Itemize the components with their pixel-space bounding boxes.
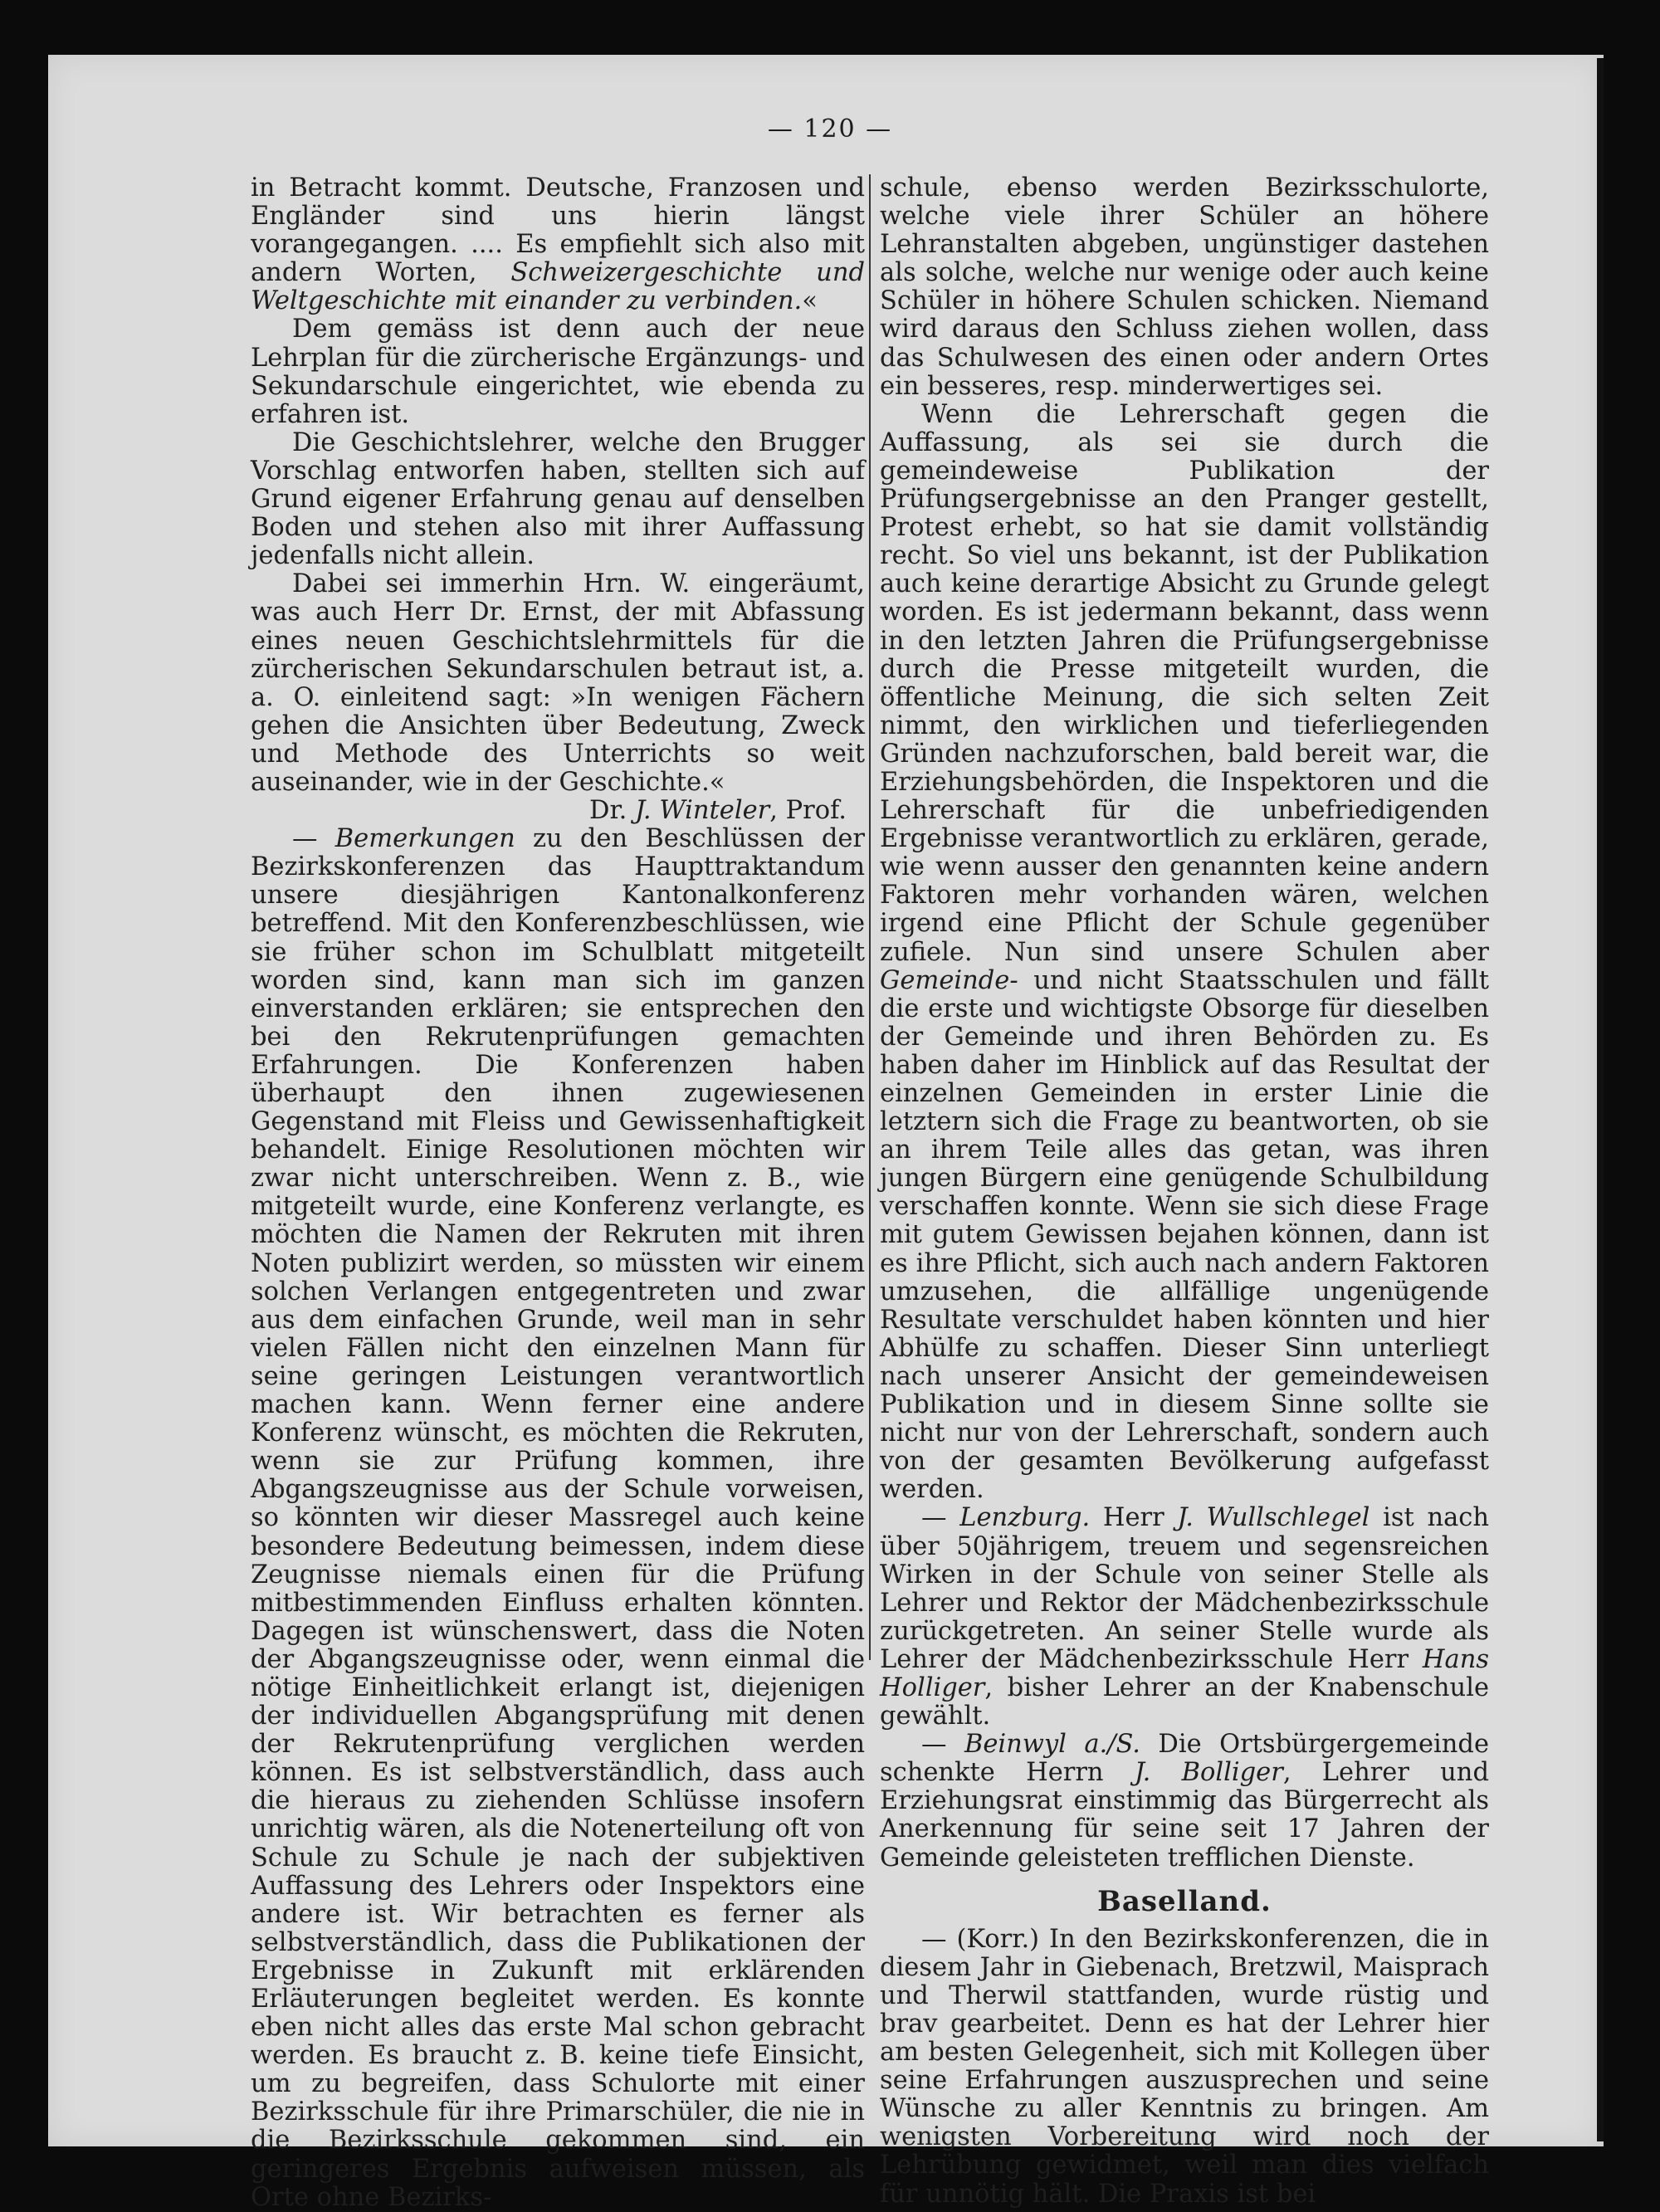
text-run: und nicht Staatsschulen und fällt die erste und wichtigste Obsorge für dieselben der Gemeinde und ihren Behörden zu. Es haben daher im Hinblick auf das Resultat der einzelnen Gemeinden in erster Linie die letztern sich die Frage zu beantworten, ob sie an ihrem Teile alles das getan, was ihren jungen Bürgern eine genügende Schulbildung verschaffen konnte. Wenn sie sich diese Frage mit gutem Gewissen bejahen können, dann ist es ihre Pflicht, sich auch nach andern Faktoren umzusehen, die allfällige ungenügende Resultate verschuldet haben könnten und hier Abhülfe zu schaffen. Dieser Sinn unterliegt nach unserer Ansicht der gemeindeweisen Publikation und in diesem Sinne sollte sie nicht nur von der Lehrerschaft, sondern auch von der gesamten Bevölkerung aufgefasst werden.: [880, 965, 1489, 1505]
emphasis-run: Bemerkungen: [334, 824, 515, 854]
left-paragraph-3: Die Geschichtslehrer, welche den Brugger Vorschlag entworfen haben, stellten sich auf Grund eigener Erfahrung genau auf denselben Boden und stehen also mit ihrer Auffassung jedenfalls nicht allein.: [251, 427, 865, 571]
text-run: —: [292, 824, 335, 854]
right-paragraph-2: [880, 401, 1489, 1505]
right-column: [880, 174, 1489, 2209]
page-number: — 120 —: [767, 115, 893, 144]
text-run: , Prof.: [769, 796, 847, 826]
text-run: Die Ortsbürgergemeinde schenkte Herrn: [880, 1730, 1490, 1788]
emphasis-run: Gemeinde-: [880, 965, 1018, 995]
right-paragraph-3: [880, 1504, 1489, 1731]
author-signature: [251, 797, 865, 825]
left-paragraph-4: Dabei sei immerhin Hrn. W. eingeräumt, was auch Herr Dr. Ernst, der mit Abfassung eines neuen Geschichtslehrmittels für die zürcherischen Sekundarschulen betraut ist, a. a. O. einleitend sagt: »In wenigen Fächern gehen die Ansichten über Bedeutung, Zweck und Methode des Unterrichts so weit auseinander, wie in der Geschichte.«: [251, 569, 865, 797]
person-name: Hans Holliger: [880, 1644, 1489, 1702]
left-paragraph-2: Dem gemäss ist denn auch der neue Lehrplan für die zürcherische Ergänzungs- und Sekundarschule eingerichtet, wie ebenda zu erfahren ist.: [251, 315, 865, 429]
text-run: , Lehrer und Erziehungsrat einstimmig das Bürgerrecht als Anerkennung für seine seit 17 Jahren der Gemeinde geleisteten trefflichen Dienste.: [880, 1758, 1489, 1873]
text-run: —: [921, 1503, 960, 1533]
left-column: [251, 174, 865, 2212]
column-divider: [869, 174, 871, 1660]
right-paragraph-1: schule, ebenso werden Bezirksschulorte, welche viele ihrer Schüler an höhere Lehranstalten abgeben, ungünstiger dastehen als solche, welche nur wenige oder auch keine Schüler in höhere Schulen schicken. Niemand wird daraus den Schluss ziehen wollen, dass das Schulwesen des einen oder andern Ortes ein besseres, resp. minderwertiges sei.: [880, 173, 1489, 401]
left-paragraph-5: [251, 825, 865, 2212]
person-name: J. Bolliger: [1134, 1758, 1283, 1788]
section-heading-baselland: Baselland.: [1097, 1884, 1272, 1918]
text-run: Wenn die Lehrerschaft gegen die Auffassung, als sei sie durch die gemeindeweise Publikation der Prüfungsergebnisse an den Pranger gestellt, Protest erhebt, so hat sie damit vollständig recht. So viel uns bekannt, ist der Publikation auch keine derartige Absicht zu Grunde gelegt worden. Es ist jedermann bekannt, dass wenn in den letzten Jahren die Prüfungsergebnisse durch die Presse mitgeteilt wurden, die öffentliche Meinung, die sich selten Zeit nimmt, den wirklichen und tieferliegenden Gründen nachzuforschen, bald bereit war, die Erziehungsbehörden, die Inspektoren und die Lehrerschaft für die unbefriedigenden Ergebnisse verantwortlich zu erklären, gerade, wie wenn ausser den genannten keine andern Faktoren mehr vorhanden wären, welchen irgend eine Pflicht der Schule gegenüber zufiele. Nun sind unsere Schulen aber: [880, 399, 1489, 967]
left-paragraph-1: [251, 174, 865, 315]
text-run: Dr.: [589, 796, 636, 826]
right-paragraph-4: [880, 1731, 1489, 1872]
person-name: J. Wullschlegel: [1177, 1503, 1370, 1533]
author-name: J. Winteler: [635, 796, 770, 826]
right-paragraph-5: — (Korr.) In den Bezirkskonferenzen, die in diesem Jahr in Giebenach, Bretzwil, Maisprach und Therwil stattfanden, wurde rüstig und brav gearbeitet. Denn es hat der Lehrer hier am besten Gelegenheit, sich mit Kollegen über seine Erfahrungen auszusprechen und seine Wünsche zu aller Kenntnis zu bringen. Am wenigsten Vorbereitung wird noch der Lehrübung gewidmet, weil man dies vielfach für unnötig hält. Die Praxis ist bei: [880, 1924, 1489, 2209]
page-edge-shadow: [1597, 58, 1604, 2141]
text-run: ist nach über 50jährigem, treuem und segensreichen Wirken in der Schule von seiner Stelle als Lehrer und Rektor der Mädchenbezirksschule zurückgetreten. An seiner Stelle wurde als Lehrer der Mädchenbezirksschule Herr: [880, 1503, 1490, 1674]
text-run: , bisher Lehrer an der Knabenschule gewählt.: [880, 1672, 1489, 1731]
place-name: Lenzburg.: [959, 1503, 1091, 1533]
text-run: «: [802, 286, 818, 316]
text-run: zu den Beschlüssen der Bezirkskonferenzen das Haupttraktandum unsere diesjährigen Kantonalkonferenz betreffend. Mit den Konferenzbeschlüssen, wie sie früher schon im Schulblatt mitgeteilt worden sind, kann man sich im ganzen einverstanden erklären; sie entsprechen den bei den Rekrutenprüfungen gemachten Erfahrungen. Die Konferenzen haben überhaupt den ihnen zugewiesenen Gegenstand mit Fleiss und Gewissenhaftigkeit behandelt. Einige Resolutionen möchten wir zwar nicht unterschreiben. Wenn z. B., wie mitgeteilt wurde, eine Konferenz verlangte, es möchten die Namen der Rekruten mit ihren Noten publizirt werden, so müssten wir einem solchen Verlangen entgegentreten und zwar aus dem einfachen Grunde, weil man in sehr vielen Fällen nicht den einzelnen Mann für seine geringen Leistungen verantwortlich machen kann. Wenn ferner eine andere Konferenz wünscht, es möchten die Rekruten, wenn sie zur Prüfung kommen, ihre Abgangszeugnisse aus der Schule vorweisen, so könnten wir dieser Massregel auch keine besondere Bedeutung beimessen, indem diese Zeugnisse niemals einen für die Prüfung mitbestimmenden Einfluss erhalten könnten. Dagegen ist wünschenswert, dass die Noten der Abgangszeugnisse oder, wenn einmal die nötige Einheitlichkeit erlangt ist, diejenigen der individuellen Abgangsprüfung mit denen der Rekrutenprüfung verglichen werden können. Es ist selbstverständlich, dass auch die hieraus zu ziehenden Schlüsse insofern unrichtig wären, als die Notenerteilung oft von Schule zu Schule je nach der subjektiven Auffassung des Lehrers oder Inspektors eine andere ist. Wir betrachten es ferner als selbstverständlich, dass die Publikationen der Ergebnisse in Zukunft mit erklärenden Erläuterungen begleitet werden. Es konnte eben nicht alles das erste Mal schon gebracht werden. Es braucht z. B. keine tiefe Einsicht, um zu begreifen, dass Schulorte mit einer Bezirksschule für ihre Primarschüler, die nie in die Bezirksschule gekommen sind, ein geringeres Ergebnis aufweisen müssen, als Orte ohne Bezirks-: [251, 824, 865, 2212]
text-run: in Betracht kommt. Deutsche, Franzosen und Engländer sind uns hierin längst vorangegangen. .... Es empfiehlt sich also mit andern Worten,: [251, 173, 865, 288]
place-name: Beinwyl a./S.: [964, 1730, 1140, 1760]
text-run: —: [921, 1730, 964, 1760]
text-run: Herr: [1090, 1503, 1178, 1533]
emphasis-run: Schweizergeschichte und Weltgeschichte mit einander zu verbinden.: [251, 258, 865, 316]
